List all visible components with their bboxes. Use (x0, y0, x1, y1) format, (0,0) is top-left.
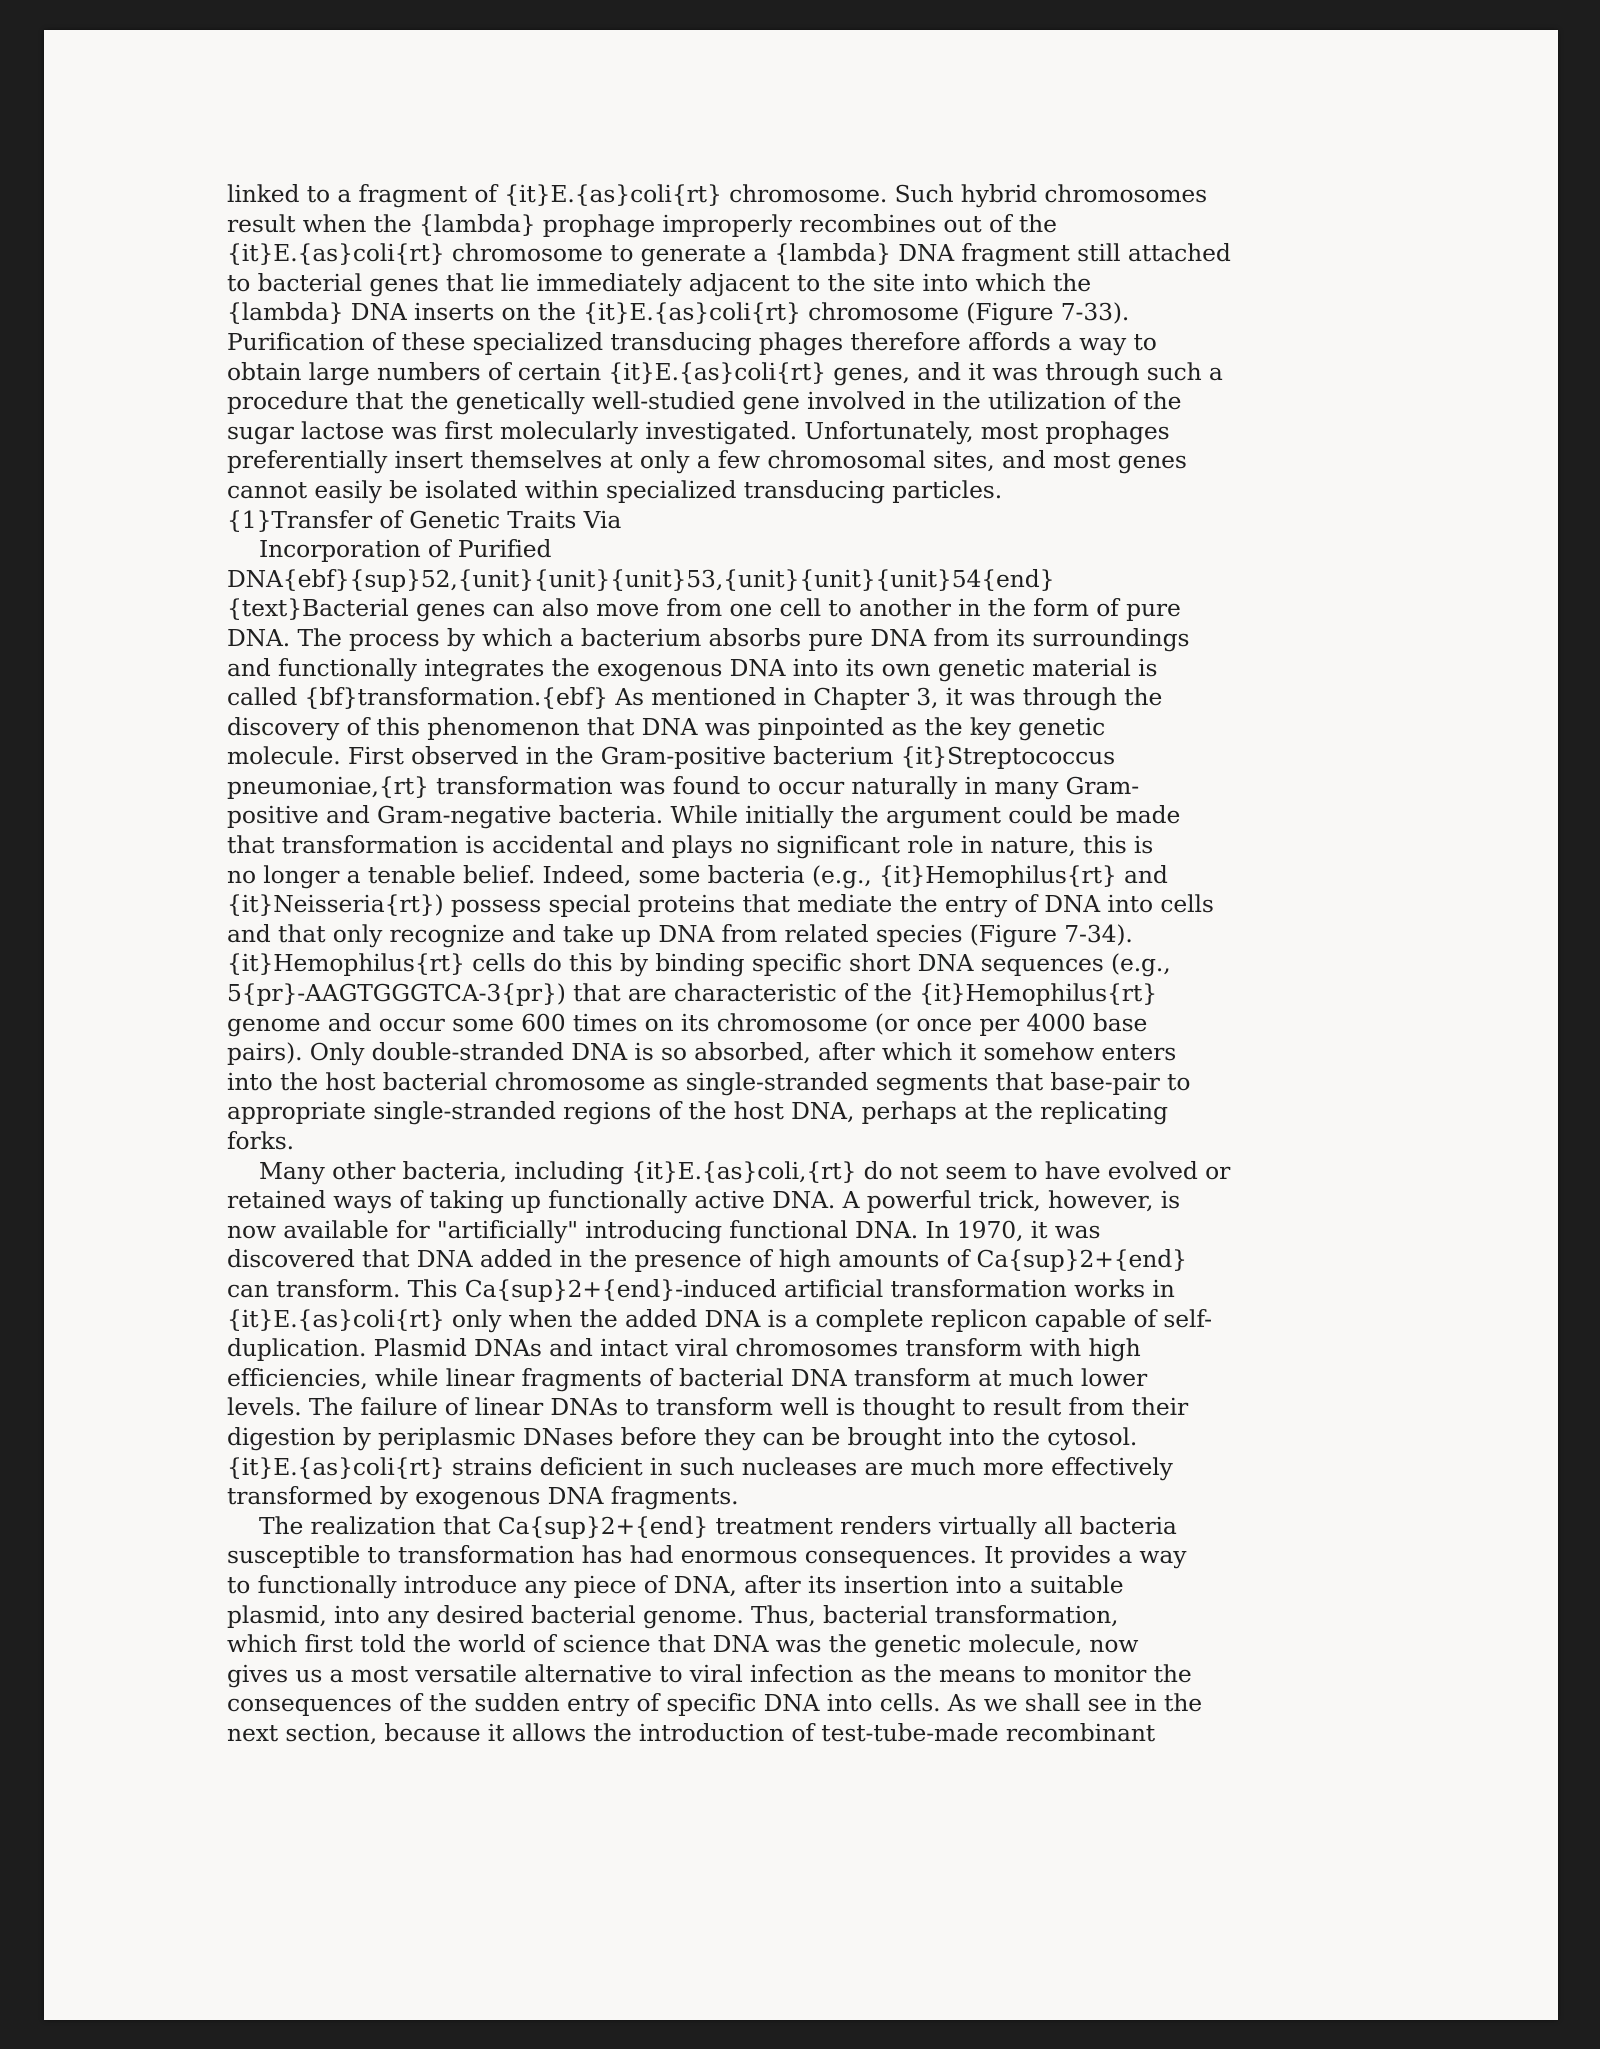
text-line: DNA{ebf}{sup}52,{unit}{unit}{unit}53,{unit}{unit}{unit}54{end} (227, 564, 1055, 593)
text-line: pneumoniae,{rt} transformation was found to occur naturally in many Gram- (227, 771, 1140, 800)
text-line: discovered that DNA added in the presence of high amounts of Ca{sup}2+{end} (227, 1245, 1187, 1274)
text-line: transformed by exogenous DNA fragments. (227, 1482, 739, 1511)
text-line: genome and occur some 600 times on its chromosome (or once per 4000 base (227, 1008, 1148, 1037)
text-line: Incorporation of Purified (259, 535, 552, 564)
text-line: obtain large numbers of certain {it}E.{as}coli{rt} genes, and it was through such a (227, 357, 1223, 386)
text-line: to bacterial genes that lie immediately adjacent to the site into which the (227, 268, 1092, 297)
text-line: DNA. The process by which a bacterium absorbs pure DNA from its surroundings (227, 623, 1190, 652)
text-line: cannot easily be isolated within specialized transducing particles. (227, 475, 1003, 504)
text-line: {1}Transfer of Genetic Traits Via (227, 505, 622, 534)
text-line: gives us a most versatile alternative to viral infection as the means to monitor the (227, 1659, 1192, 1688)
text-line: positive and Gram-negative bacteria. While initially the argument could be made (227, 801, 1181, 830)
text-line: into the host bacterial chromosome as single-stranded segments that base-pair to (227, 1067, 1191, 1096)
text-line: {text}Bacterial genes can also move from one cell to another in the form of pure (227, 594, 1181, 623)
text-line: result when the {lambda} prophage improperly recombines out of the (227, 209, 1057, 238)
text-line: pairs). Only double-stranded DNA is so absorbed, after which it somehow enters (227, 1038, 1177, 1067)
text-line: {it}Neisseria{rt}) possess special proteins that mediate the entry of DNA into cells (227, 890, 1214, 919)
text-line: that transformation is accidental and plays no significant role in nature, this is (227, 831, 1154, 860)
text-line: Purification of these specialized transducing phages therefore affords a way to (227, 327, 1157, 356)
text-line: forks. (227, 1127, 294, 1155)
text-line: {it}E.{as}coli{rt} strains deficient in such nucleases are much more effectively (227, 1452, 1173, 1481)
text-line: called {bf}transformation.{ebf} As mentioned in Chapter 3, it was through the (227, 683, 1163, 712)
text-line: levels. The failure of linear DNAs to transform well is thought to result from their (227, 1393, 1189, 1422)
text-line: The realization that Ca{sup}2+{end} treatment renders virtually all bacteria (259, 1511, 1177, 1540)
text-line: efficiencies, while linear fragments of bacterial DNA transform at much lower (227, 1363, 1148, 1392)
text-line: digestion by periplasmic DNases before they can be brought into the cytosol. (227, 1422, 1138, 1451)
text-line: {it}E.{as}coli{rt} chromosome to generate a {lambda} DNA fragment still attached (227, 239, 1231, 268)
text-line: and that only recognize and take up DNA from related species (Figure 7-34). (227, 919, 1133, 948)
text-line: discovery of this phenomenon that DNA was pinpointed as the key genetic (227, 712, 1106, 741)
text-line: appropriate single-stranded regions of the host DNA, perhaps at the replicating (227, 1097, 1168, 1126)
text-line: and functionally integrates the exogenous DNA into its own genetic material is (227, 653, 1158, 682)
text-line: sugar lactose was first molecularly investigated. Unfortunately, most prophages (227, 416, 1170, 445)
text-line: 5{pr}-AAGTGGGTCA-3{pr}) that are characteristic of the {it}Hemophilus{rt} (227, 979, 1157, 1008)
text-line: retained ways of taking up functionally active DNA. A powerful trick, however, is (227, 1186, 1180, 1215)
text-line: susceptible to transformation has had enormous consequences. It provides a way (227, 1541, 1187, 1570)
text-line: now available for "artificially" introducing functional DNA. In 1970, it was (227, 1215, 1101, 1244)
text-line: next section, because it allows the introduction of test-tube-made recombinant (227, 1718, 1156, 1747)
text-line: {it}E.{as}coli{rt} only when the added DNA is a complete replicon capable of self- (227, 1304, 1212, 1333)
text-line: which first told the world of science that DNA was the genetic molecule, now (227, 1630, 1139, 1659)
text-line: molecule. First observed in the Gram-positive bacterium {it}Streptococcus (227, 742, 1116, 771)
text-line: to functionally introduce any piece of DNA, after its insertion into a suitable (227, 1570, 1124, 1599)
text-line: {it}Hemophilus{rt} cells do this by binding specific short DNA sequences (e.g., (227, 949, 1171, 978)
text-line: plasmid, into any desired bacterial genome. Thus, bacterial transformation, (227, 1600, 1119, 1629)
text-line: consequences of the sudden entry of specific DNA into cells. As we shall see in the (227, 1689, 1203, 1718)
text-line: no longer a tenable belief. Indeed, some bacteria (e.g., {it}Hemophilus{rt} and (227, 860, 1168, 889)
text-line: duplication. Plasmid DNAs and intact viral chromosomes transform with high (227, 1334, 1141, 1363)
text-line: linked to a fragment of {it}E.{as}coli{rt} chromosome. Such hybrid chromosomes (227, 180, 1208, 208)
text-line: procedure that the genetically well-studied gene involved in the utilization of the (227, 387, 1182, 416)
text-line: Many other bacteria, including {it}E.{as}coli,{rt} do not seem to have evolved or (259, 1156, 1231, 1185)
body-text (227, 180, 1347, 1748)
text-line: can transform. This Ca{sup}2+{end}-induced artificial transformation works in (227, 1274, 1175, 1303)
text-line: {lambda} DNA inserts on the {it}E.{as}coli{rt} chromosome (Figure 7-33). (227, 298, 1130, 327)
text-line: preferentially insert themselves at only a few chromosomal sites, and most genes (227, 446, 1187, 475)
